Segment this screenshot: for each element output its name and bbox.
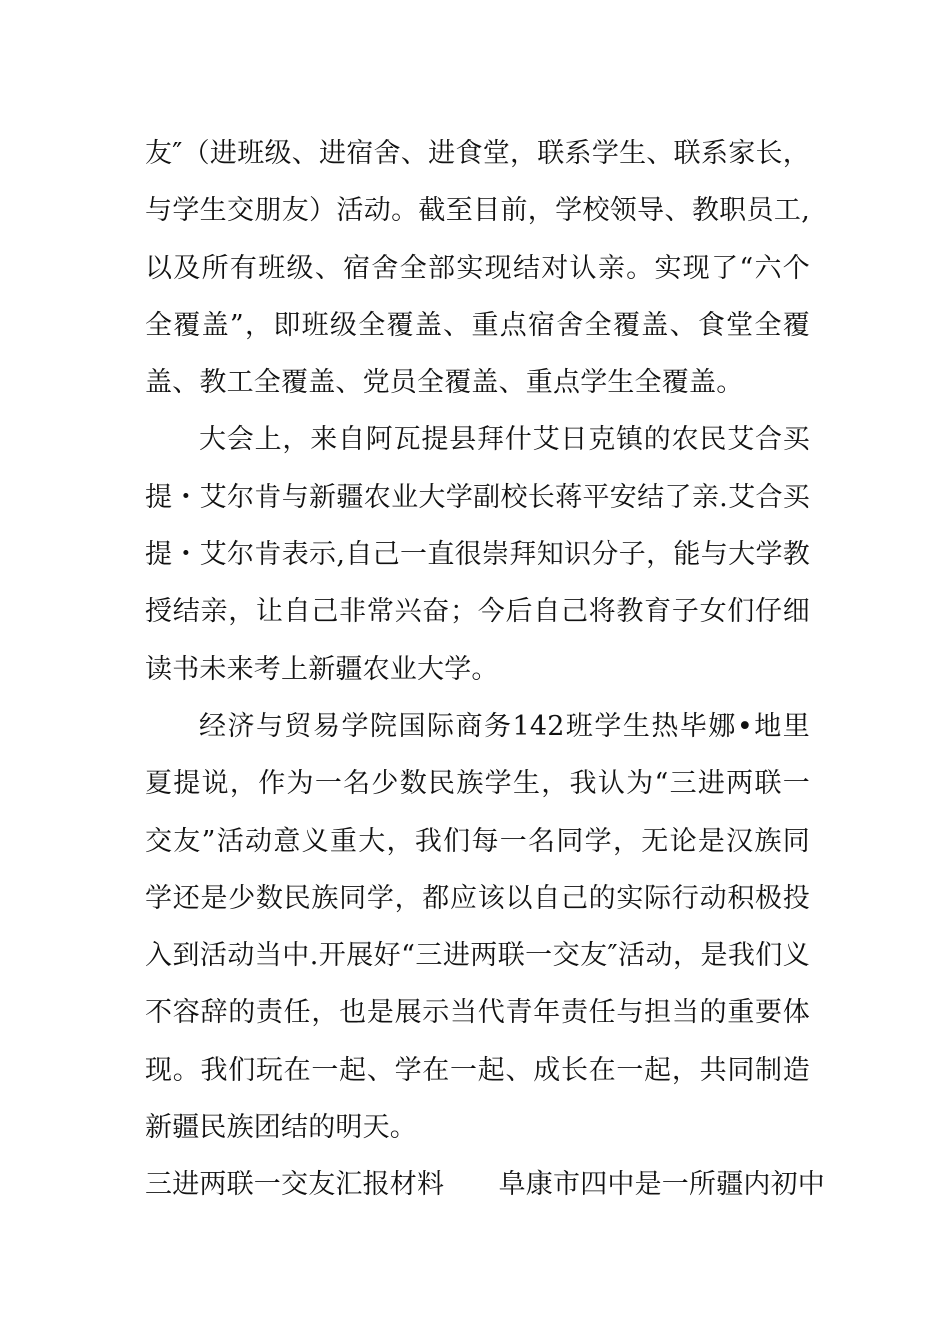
report-title-line: 三进两联一交友汇报材料 阜康市四中是一所疆内初中 <box>145 1169 825 1201</box>
paragraph-1: 友″（进班级、进宿舍、进食堂，联系学生、联系家长，与学生交朋友）活动。截至目前，学校领导、教职员工,以及所有班级、宿舍全部实现结对认亲。实现了“六个全覆盖”，即班级全覆盖、重点宿舍全覆盖、食堂全覆盖、教工全覆盖、党员全覆盖、重点学生全覆盖。 <box>145 138 810 399</box>
paragraph-3: 经济与贸易学院国际商务142班学生热毕娜•地里夏提说，作为一名少数民族学生，我认为“三进两联一交友”活动意义重大，我们每一名同学，无论是汉族同学还是少数民族同学，都应该以自己的实际行动积极投入到活动当中.开展好“三进两联一交友″活动，是我们义不容辞的责任，也是展示当代青年责任与担当的重要体现。我们玩在一起、学在一起、成长在一起，共同制造新疆民族团结的明天。 <box>145 710 810 1144</box>
document-body <box>145 125 825 1214</box>
paragraph-2: 大会上，来自阿瓦提县拜什艾日克镇的农民艾合买提・艾尔肯与新疆农业大学副校长蒋平安结了亲.艾合买提・艾尔肯表示,自己一直很崇拜知识分子，能与大学教授结亲，让自己非常兴奋；今后自己将教育子女们仔细读书未来考上新疆农业大学。 <box>145 424 810 685</box>
